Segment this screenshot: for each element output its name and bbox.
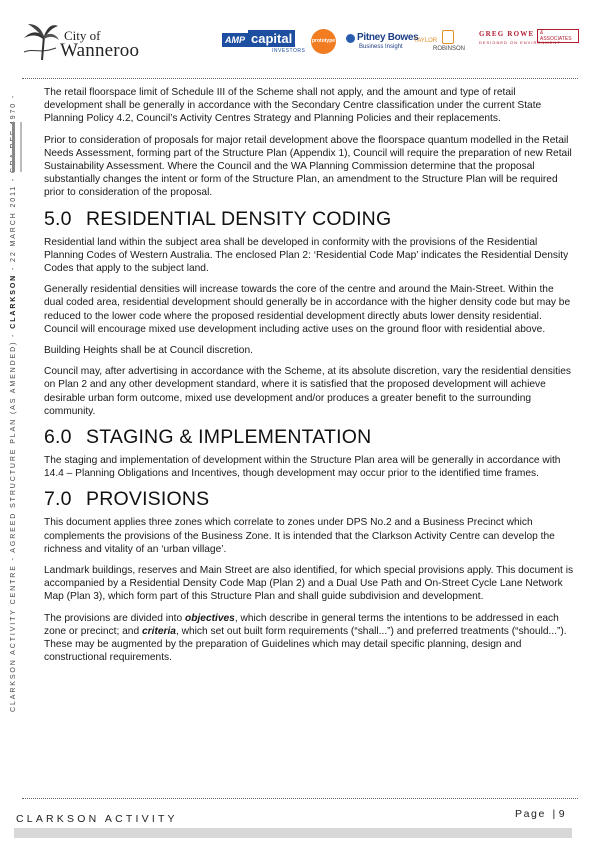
sidebar-prefix: CLARKSON ACTIVITY CENTRE - AGREED STRUCTURE PLAN (AS AMENDED) -: [10, 328, 17, 712]
amp-capital-logo: [222, 30, 304, 54]
city-of-wanneroo-logo: [22, 20, 140, 64]
text-run: The provisions are divided into: [44, 612, 186, 624]
pitney-bowes-sub: Business Insight: [359, 44, 403, 50]
logo-wanneroo-text: Wanneroo: [60, 40, 140, 61]
text-run: , which describe in general terms the intentions to be addressed in each zone or precinct; and: [44, 612, 559, 637]
sidebar-suffix: - 22 MARCH 2011 - GRA REF 4970 -: [10, 93, 17, 274]
paragraph: Landmark buildings, reserves and Main Street are also identified, for which special provisions apply. This document is accompanied by a Residential Density Code Map (Plan 2) and a Dual Use Path and On-Street Cycle Lane Network Map (Plan 3), which form part of this Structure Plan and shall guide subdivision and development.: [44, 565, 574, 603]
footer-bar: [14, 828, 572, 838]
amp-mark: AMP: [222, 33, 248, 47]
sidebar-running-title: [10, 94, 17, 712]
section-heading-7: [44, 488, 574, 510]
page-number-label: [515, 808, 566, 820]
paragraph: Generally residential densities will increase towards the core of the centre and around the Main-Street. Within the dual coded area, residential development should generally be in accordance with the higher density code but may be reduced to the lower code where the proposed residential development directly abuts lower density residential. Council will encourage mixed use development including active uses on the ground floor with residential above.: [44, 284, 571, 335]
header-divider: [22, 78, 578, 79]
section-number: 5.0: [44, 207, 72, 230]
sidebar-bold: CLARKSON: [10, 273, 17, 329]
paragraph: Council may, after advertising in accordance with the Scheme, at its absolute discretion, vary the residential densities on Plan 2 and any other development standard, where it is satisfied that the proposed development will achieve desirable urban form outcome, mixed use development and/or produces a greater benefit to the surrounding community.: [44, 366, 571, 417]
paragraph: [44, 612, 574, 665]
emphasis-objectives: objectives: [185, 612, 235, 624]
section-title: PROVISIONS: [86, 488, 210, 511]
section-heading-5: [44, 208, 574, 230]
text-run: , which set out built form requirements (“shall...”) and preferred treatments (“should...”). These may be augmented by the preparation of Guidelines which may detail specific planning, design and constructional requirements.: [44, 625, 567, 664]
footer-divider: [22, 798, 578, 799]
greg-rowe-word: GREG ROWE: [479, 30, 535, 38]
page-label: Page: [515, 808, 546, 820]
section-number: 6.0: [44, 426, 72, 449]
robinson-text: ROBINSON: [433, 46, 466, 52]
sidebar-marker: [12, 122, 22, 172]
amp-capital-word: capital: [248, 30, 295, 47]
pitney-bowes-word: Pitney Bowes: [357, 32, 419, 43]
tree-icon: [22, 22, 60, 62]
amp-investors-text: INVESTORS: [272, 48, 306, 54]
paragraph: The retail floorspace limit of Schedule III of the Scheme shall not apply, and the amount and type of retail development shall be generally in accordance with the Secondary Centre classification under the current State Planning Policy 4.2, Council’s Activity Centres Strategy and Planning Policies and their replacements.: [44, 87, 542, 125]
greg-rowe-assoc: & ASSOCIATES: [537, 29, 579, 43]
prototype-logo: prototype: [311, 29, 336, 54]
document-body: [44, 86, 574, 673]
greg-rowe-sub: DESIGNED ON ENVIRONMENT: [479, 40, 561, 45]
taylor-robinson-logo: [414, 30, 472, 54]
paragraph: The staging and implementation of development within the Structure Plan area will be generally in accordance with 14.4 – Planning Obligations and Incentives, though development may occur prior to the identified time frames.: [44, 455, 561, 480]
taylor-text: TAYLOR: [414, 38, 438, 44]
section-heading-6: [44, 426, 574, 448]
footer-title: CLARKSON ACTIVITY: [16, 813, 178, 825]
logo-city-of-text: City of: [64, 28, 101, 43]
section-title: STAGING & IMPLEMENTATION: [86, 426, 372, 449]
pitney-bowes-mark-icon: [346, 34, 355, 43]
page-number: 9: [558, 808, 567, 820]
taylor-robinson-mark-icon: [442, 30, 454, 44]
page-header: [0, 0, 600, 78]
section-number: 7.0: [44, 488, 72, 511]
page-separator: |: [552, 808, 557, 820]
greg-rowe-logo: [479, 30, 579, 50]
paragraph: This document applies three zones which correlate to zones under DPS No.2 and a Business Precinct which complements the provisions of the Business Zone. It is intended that the Clarkson Activity Centre can develop the richness and vitality of an ‘urban village’.: [44, 517, 555, 555]
paragraph: Prior to consideration of proposals for major retail development above the floorspace quantum modelled in the Retail Needs Assessment, forming part of the Structure Plan (Appendix 1), Council will require the preparation of new Retail Sustainability Assessment. Where the Council and the WA Planning Commission determine that the proposal substantially changes the intent or form of the Structure Plan, an amendment to the Structure Plan will be required prior to consideration of the proposal.: [44, 134, 572, 199]
emphasis-criteria: criteria: [141, 625, 176, 637]
section-title: RESIDENTIAL DENSITY CODING: [86, 207, 392, 230]
paragraph: Residential land within the subject area shall be developed in conformity with the provisions of the Residential Planning Codes of Western Australia. The enclosed Plan 2: ‘Residential Code Map’ indicates the Residential Density Codes that apply to the subject land.: [44, 236, 569, 275]
paragraph: Building Heights shall be at Council discretion.: [44, 345, 253, 357]
